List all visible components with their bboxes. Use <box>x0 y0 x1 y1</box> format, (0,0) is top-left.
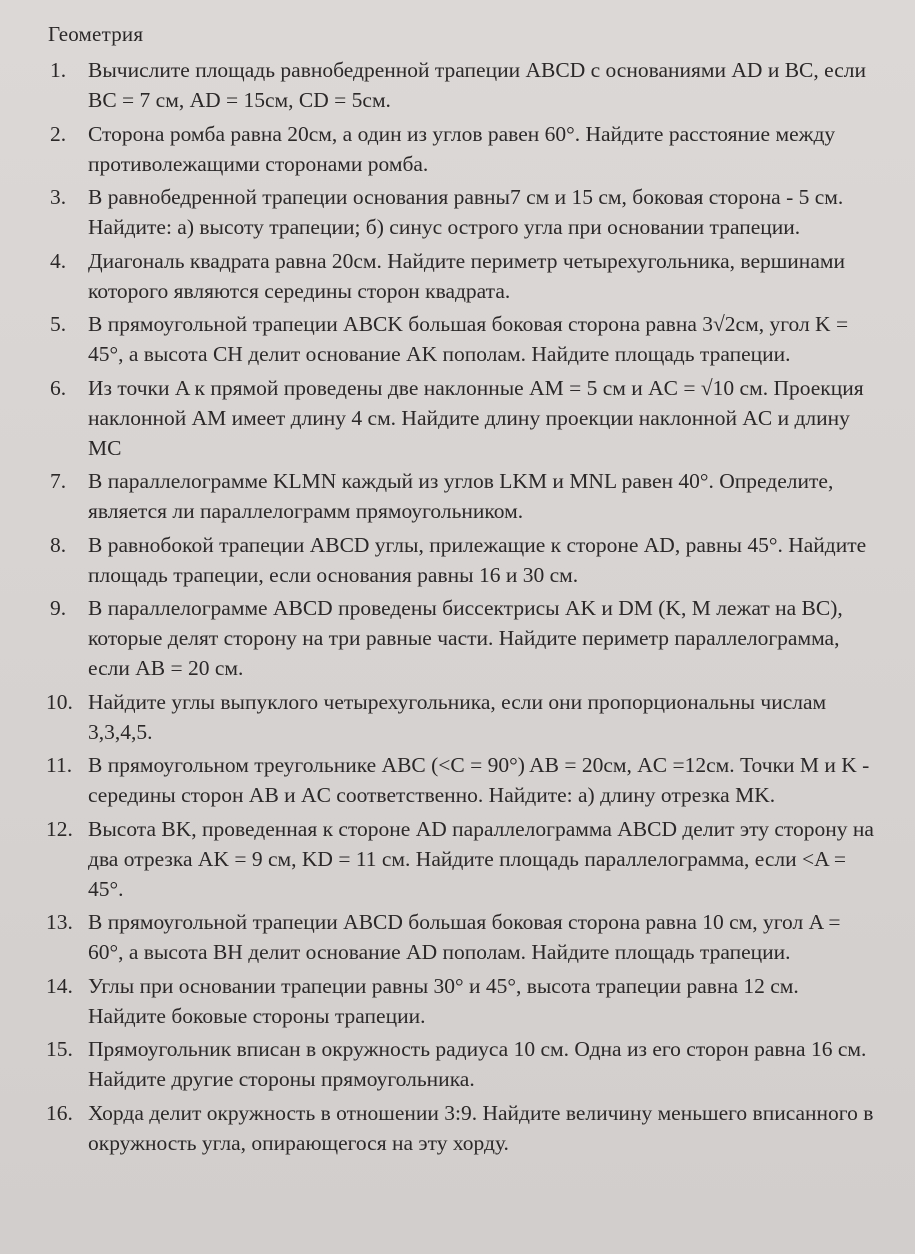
task-number: 3. <box>50 185 67 209</box>
page-title: Геометрия <box>48 22 144 46</box>
task-number: 16. <box>46 1100 73 1125</box>
task-item <box>46 907 875 967</box>
task-text: Найдите углы выпуклого четырехугольника, если они пропорциональны числам 3,3,4,5. <box>88 689 827 744</box>
task-number: 1. <box>50 58 67 82</box>
task-text: В прямоугольной трапеции ABCK большая боковая сторона равна 3√2см, угол K = 45°, а высота CH делит основание AK пополам. Найдите площадь трапеции. <box>88 312 849 366</box>
task-number: 10. <box>46 689 73 714</box>
task-text: В параллелограмме KLMN каждый из углов LKM и MNL равен 40°. Определите, является ли параллелограмм прямоугольником. <box>88 469 834 523</box>
task-item <box>46 466 875 526</box>
task-number: 4. <box>50 248 67 273</box>
task-item <box>46 55 875 115</box>
task-number: 12. <box>46 816 73 841</box>
task-number: 5. <box>50 312 67 336</box>
task-item <box>46 750 875 810</box>
task-number: 14. <box>46 973 73 998</box>
task-text: Сторона ромба равна 20см, а один из углов равен 60°. Найдите расстояние между противолежащими сторонами ромба. <box>88 121 836 176</box>
task-number: 9. <box>50 596 67 620</box>
task-number: 13. <box>46 910 73 934</box>
task-item <box>46 530 875 590</box>
task-item <box>46 593 875 683</box>
task-item <box>46 1034 875 1094</box>
task-text: Вычислите площадь равнобедренной трапеции ABCD с основаниями AD и BC, если BC = 7 см, AD = 15см, CD = 5см. <box>88 58 866 112</box>
task-text: Высота BK, проведенная к стороне AD параллелограмма ABCD делит эту сторону на два отрезка AK = 9 см, KD = 11 см. Найдите площадь параллелограмма, если <A = 45°. <box>88 816 874 901</box>
task-item <box>46 119 875 179</box>
task-number: 6. <box>50 375 67 400</box>
task-text: В параллелограмме ABCD проведены биссектрисы AK и DM (K, M лежат на BC), которые делят сторону на три равные части. Найдите периметр параллелограмма, если AB = 20 см. <box>88 596 843 680</box>
task-number: 7. <box>50 469 67 493</box>
task-number: 11. <box>46 753 73 777</box>
task-text: В равнобокой трапеции ABCD углы, прилежащие к стороне AD, равны 45°. Найдите площадь трапеции, если основания равны 16 и 30 см. <box>88 532 867 587</box>
task-item <box>46 373 875 463</box>
task-text: В равнобедренной трапеции основания равны7 см и 15 см, боковая сторона - 5 см. Найдите: а) высоту трапеции; б) синус острого угла при основании трапеции. <box>88 185 844 239</box>
task-text: Прямоугольник вписан в окружность радиуса 10 см. Одна из его сторон равна 16 см. Найдите другие стороны прямоугольника. <box>88 1037 867 1091</box>
task-text: Хорда делит окружность в отношении 3:9. Найдите величину меньшего вписанного в окружность угла, опирающегося на эту хорду. <box>88 1100 874 1155</box>
task-item <box>46 309 875 369</box>
task-item <box>46 246 875 306</box>
task-list <box>46 55 875 1158</box>
task-item <box>46 1098 875 1158</box>
task-number: 2. <box>50 121 67 146</box>
task-item <box>46 814 875 904</box>
task-item <box>46 182 875 242</box>
task-text: Углы при основании трапеции равны 30° и 45°, высота трапеции равна 12 см. Найдите боковые стороны трапеции. <box>88 973 799 1028</box>
task-number: 8. <box>50 532 67 557</box>
task-item <box>46 971 875 1031</box>
task-text: В прямоугольном треугольнике ABC (<C = 90°) AB = 20см, AC =12см. Точки M и K - середины сторон AB и AC соответственно. Найдите: а) длину отрезка MK. <box>88 753 870 807</box>
task-item <box>46 687 875 747</box>
task-text: Из точки A к прямой проведены две наклонные AM = 5 см и AC = √10 см. Проекция наклонной AM имеет длину 4 см. Найдите длину проекции наклонной AC и длину MC <box>88 375 864 460</box>
task-number: 15. <box>46 1037 73 1061</box>
task-text: В прямоугольной трапеции ABCD большая боковая сторона равна 10 см, угол A = 60°, а высота BH делит основание AD пополам. Найдите площадь трапеции. <box>88 910 841 964</box>
task-text: Диагональ квадрата равна 20см. Найдите периметр четырехугольника, вершинами которого являются середины сторон квадрата. <box>88 248 845 303</box>
